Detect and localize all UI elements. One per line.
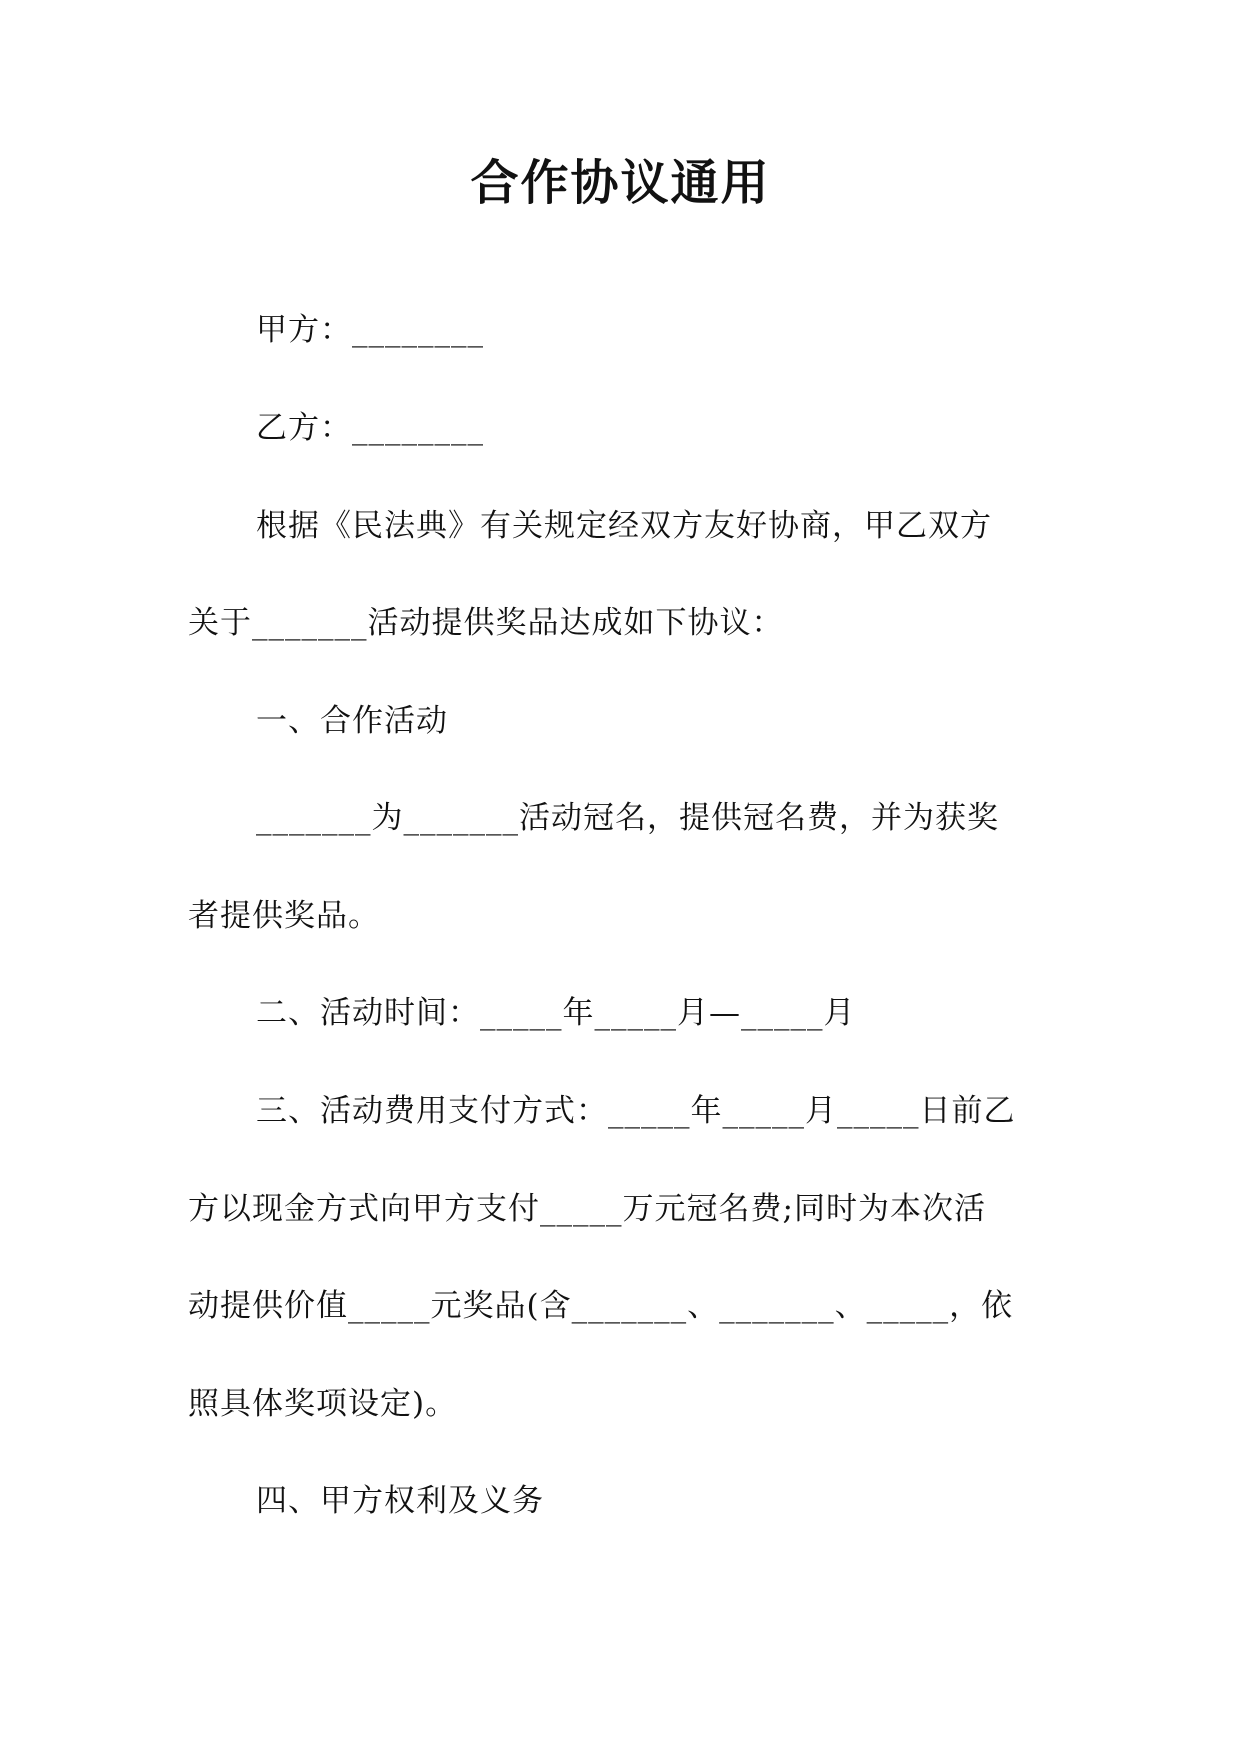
party-b-line: 乙方：________ [256,410,484,446]
party-a-line: 甲方：________ [256,312,484,348]
section-3-line-1: 三、活动费用支付方式：_____年_____月_____日前乙 [256,1093,1016,1129]
intro-line-2: 关于_______活动提供奖品达成如下协议： [188,605,784,641]
section-3-line-4: 照具体奖项设定)。 [188,1386,458,1422]
section-4-heading: 四、甲方权利及义务 [256,1483,544,1519]
intro-line-1: 根据《民法典》有关规定经双方友好协商，甲乙双方 [256,508,992,544]
document-title: 合作协议通用 [470,155,771,211]
section-1-heading: 一、合作活动 [256,703,448,739]
section-1-text-2: 者提供奖品。 [188,898,380,934]
section-2-line: 二、活动时间：_____年_____月—_____月 [256,995,856,1031]
section-3-line-3: 动提供价值_____元奖品(含_______、_______、_____，依 [188,1288,1014,1324]
section-3-line-2: 方以现金方式向甲方支付_____万元冠名费;同时为本次活 [188,1191,986,1227]
section-1-text-1: _______为_______活动冠名，提供冠名费，并为获奖 [256,800,999,836]
